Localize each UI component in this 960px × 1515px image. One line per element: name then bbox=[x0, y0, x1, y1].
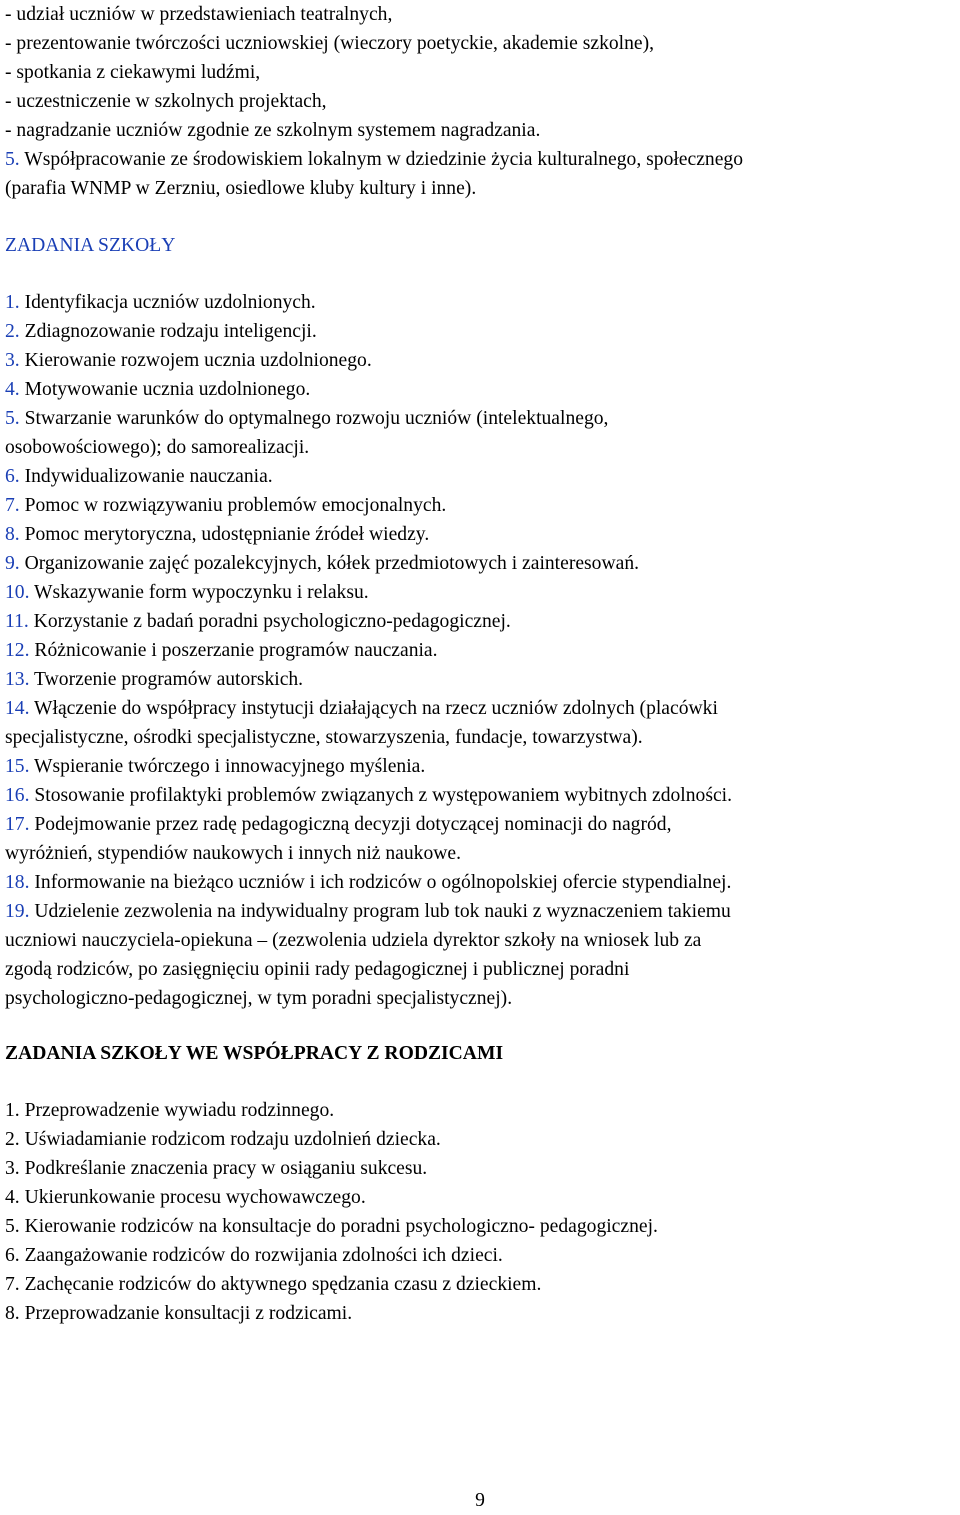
item-text: Współpracowanie ze środowiskiem lokalnym w dziedzinie życia kulturalnego, społecznego bbox=[19, 149, 743, 170]
item-text: Korzystanie z badań poradni psychologiczno-pedagogicznej. bbox=[28, 611, 511, 632]
list-item bbox=[5, 549, 955, 578]
item-number: 10. bbox=[5, 582, 30, 603]
item-text: Udzielenie zezwolenia na indywidualny program lub tok nauki z wyznaczeniem takiemu bbox=[29, 901, 731, 922]
item-number: 7. bbox=[5, 495, 20, 516]
list-item: 4. Ukierunkowanie procesu wychowawczego. bbox=[5, 1187, 366, 1208]
item-text: Kierowanie rozwojem ucznia uzdolnionego. bbox=[19, 350, 372, 371]
item-number: 13. bbox=[5, 669, 30, 690]
list-item bbox=[5, 375, 955, 404]
list-item bbox=[5, 781, 955, 810]
document-page bbox=[5, 0, 955, 1328]
list-item bbox=[5, 317, 955, 346]
item-text: Stosowanie profilaktyki problemów związanych z występowaniem wybitnych zdolności. bbox=[29, 785, 732, 806]
intro-line: - uczestniczenie w szkolnych projektach, bbox=[5, 91, 327, 112]
item-text: Zdiagnozowanie rodzaju inteligencji. bbox=[19, 321, 317, 342]
item-text: Podejmowanie przez radę pedagogiczną decyzji dotyczącej nominacji do nagród, bbox=[29, 814, 672, 835]
list-item bbox=[5, 288, 955, 317]
item-number: 3. bbox=[5, 350, 20, 371]
item-text: Motywowanie ucznia uzdolnionego. bbox=[19, 379, 311, 400]
list-item: 1. Przeprowadzenie wywiadu rodzinnego. bbox=[5, 1100, 335, 1121]
item-number: 16. bbox=[5, 785, 30, 806]
list-item: 5. Kierowanie rodziców na konsultacje do poradni psychologiczno- pedagogicznej. bbox=[5, 1216, 658, 1237]
list-item: 3. Podkreślanie znaczenia pracy w osiąganiu sukcesu. bbox=[5, 1158, 428, 1179]
list-item bbox=[5, 520, 955, 549]
item-number: 8. bbox=[5, 524, 20, 545]
item-text: Informowanie na bieżąco uczniów i ich rodziców o ogólnopolskiej ofercie stypendialnej. bbox=[29, 872, 732, 893]
intro-line: - spotkania z ciekawymi ludźmi, bbox=[5, 62, 261, 83]
list-item bbox=[5, 404, 955, 433]
list-item bbox=[5, 462, 955, 491]
item-number: 14. bbox=[5, 698, 30, 719]
list-item: 8. Przeprowadzanie konsultacji z rodzicami. bbox=[5, 1303, 353, 1324]
list-item-continuation: uczniowi nauczyciela-opiekuna – (zezwolenia udziela dyrektor szkoły na wniosek lub za bbox=[5, 930, 702, 951]
intro-line: - prezentowanie twórczości uczniowskiej (wieczory poetyckie, akademie szkolne), bbox=[5, 33, 655, 54]
item-text: Identyfikacja uczniów uzdolnionych. bbox=[19, 292, 316, 313]
item-text: Indywidualizowanie nauczania. bbox=[19, 466, 273, 487]
list-item bbox=[5, 636, 955, 665]
list-item-continuation: psychologiczno-pedagogicznej, w tym poradni specjalistycznej). bbox=[5, 988, 513, 1009]
item-number: 15. bbox=[5, 756, 30, 777]
item-text: Pomoc w rozwiązywaniu problemów emocjonalnych. bbox=[19, 495, 447, 516]
item-text: Pomoc merytoryczna, udostępnianie źródeł wiedzy. bbox=[19, 524, 430, 545]
list-item bbox=[5, 665, 955, 694]
section-heading-zadania-szkoly: ZADANIA SZKOŁY bbox=[5, 235, 176, 256]
item-number: 12. bbox=[5, 640, 30, 661]
item-number: 11. bbox=[5, 611, 29, 632]
list-item-continuation: specjalistyczne, ośrodki specjalistyczne, stowarzyszenia, fundacje, towarzystwa). bbox=[5, 727, 643, 748]
list-item bbox=[5, 491, 955, 520]
intro-item-5-continuation: (parafia WNMP w Zerzniu, osiedlowe kluby kultury i inne). bbox=[5, 178, 477, 199]
section-heading-wspolpraca-z-rodzicami: ZADANIA SZKOŁY WE WSPÓŁPRACY Z RODZICAMI bbox=[5, 1043, 504, 1064]
intro-line: - udział uczniów w przedstawieniach teatralnych, bbox=[5, 4, 393, 25]
item-number: 5. bbox=[5, 149, 20, 170]
list-item bbox=[5, 346, 955, 375]
item-number: 4. bbox=[5, 379, 20, 400]
list-item bbox=[5, 897, 955, 926]
item-number: 19. bbox=[5, 901, 30, 922]
item-text: Stwarzanie warunków do optymalnego rozwoju uczniów (intelektualnego, bbox=[19, 408, 609, 429]
list-item bbox=[5, 607, 955, 636]
intro-line: - nagradzanie uczniów zgodnie ze szkolnym systemem nagradzania. bbox=[5, 120, 541, 141]
item-number: 5. bbox=[5, 408, 20, 429]
item-number: 18. bbox=[5, 872, 30, 893]
list-item: 2. Uświadamianie rodzicom rodzaju uzdolnień dziecka. bbox=[5, 1129, 441, 1150]
list-item bbox=[5, 752, 955, 781]
item-text: Tworzenie programów autorskich. bbox=[29, 669, 304, 690]
item-text: Różnicowanie i poszerzanie programów nauczania. bbox=[29, 640, 438, 661]
item-number: 1. bbox=[5, 292, 20, 313]
intro-item-5 bbox=[5, 145, 955, 174]
list-item bbox=[5, 868, 955, 897]
list-item: 6. Zaangażowanie rodziców do rozwijania zdolności ich dzieci. bbox=[5, 1245, 503, 1266]
list-item: 7. Zachęcanie rodziców do aktywnego spędzania czasu z dzieckiem. bbox=[5, 1274, 542, 1295]
item-text: Wskazywanie form wypoczynku i relaksu. bbox=[29, 582, 369, 603]
page-number: 9 bbox=[475, 1490, 485, 1511]
list-item-continuation: zgodą rodziców, po zasięgnięciu opinii rady pedagogicznej i publicznej poradni bbox=[5, 959, 630, 980]
item-text: Wspieranie twórczego i innowacyjnego myślenia. bbox=[29, 756, 426, 777]
item-number: 2. bbox=[5, 321, 20, 342]
item-number: 17. bbox=[5, 814, 30, 835]
list-item bbox=[5, 810, 955, 839]
item-text: Organizowanie zajęć pozalekcyjnych, kółek przedmiotowych i zainteresowań. bbox=[19, 553, 640, 574]
list-item bbox=[5, 694, 955, 723]
section2-list bbox=[5, 1096, 955, 1328]
list-item-continuation: osobowościowego); do samorealizacji. bbox=[5, 437, 310, 458]
item-text: Włączenie do współpracy instytucji działających na rzecz uczniów zdolnych (placówki bbox=[29, 698, 718, 719]
item-number: 6. bbox=[5, 466, 20, 487]
list-item-continuation: wyróżnień, stypendiów naukowych i innych niż naukowe. bbox=[5, 843, 461, 864]
intro-list bbox=[5, 0, 955, 203]
section1-list bbox=[5, 288, 955, 1013]
item-number: 9. bbox=[5, 553, 20, 574]
list-item bbox=[5, 578, 955, 607]
